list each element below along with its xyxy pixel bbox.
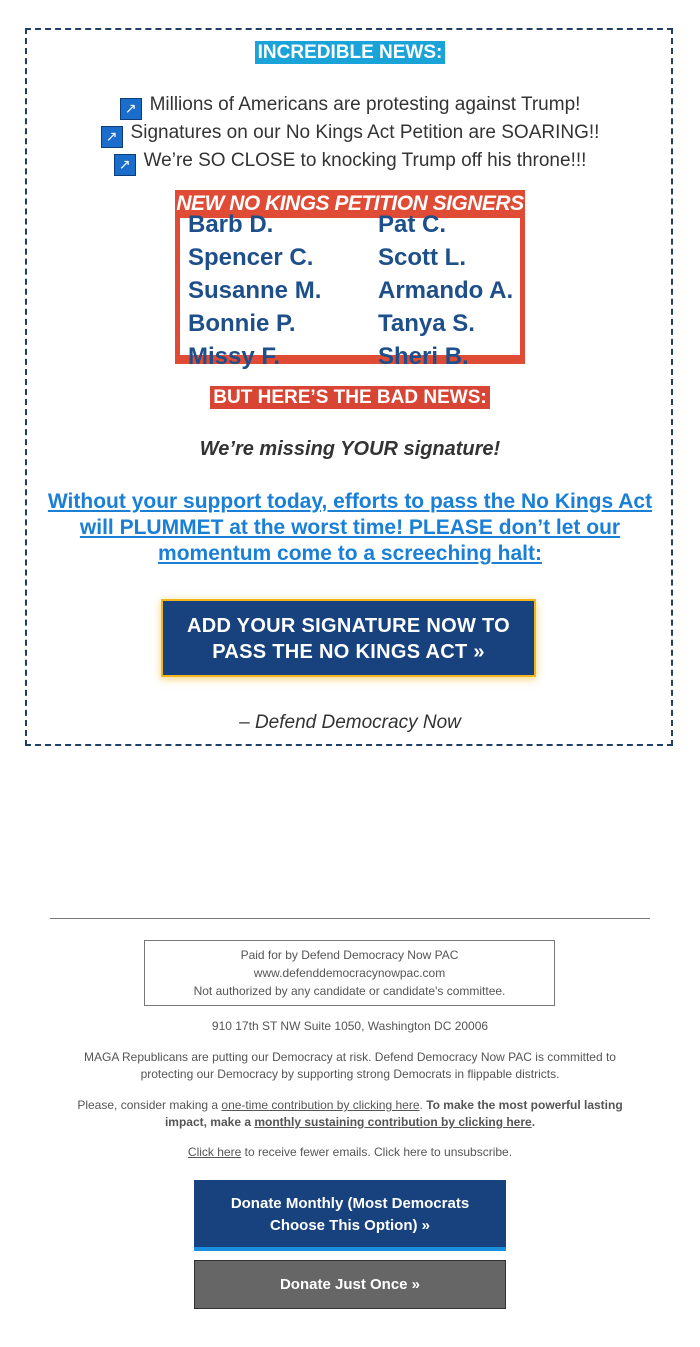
missing-row xyxy=(0,438,700,461)
headline-row xyxy=(0,42,700,64)
bullet-item: ↗ Millions of Americans are protesting against Trump! xyxy=(0,92,700,120)
signers-list xyxy=(180,211,520,370)
trend-up-icon: ↗ xyxy=(120,98,142,120)
signer-name: Missy F. xyxy=(188,343,281,370)
fewer-emails-link[interactable]: Click here xyxy=(187,1145,242,1159)
signers-header: NEW NO KINGS PETITION SIGNERS xyxy=(176,192,524,215)
bad-news-row xyxy=(0,387,700,409)
footer-divider xyxy=(50,918,650,919)
bad-news-heading: BUT HERE’S THE BAD NEWS: xyxy=(210,386,489,409)
missing-signature-text: We’re missing YOUR signature! xyxy=(199,438,501,460)
signer-name: Bonnie P. xyxy=(188,310,296,337)
signer-name: Spencer C. xyxy=(188,244,314,271)
petition-signers-image[interactable] xyxy=(175,190,525,370)
mission-statement: MAGA Republicans are putting our Democracy at risk. Defend Democracy Now PAC is committed to protecting our Democracy by supporting strong Democrats in flippable districts. xyxy=(84,1050,616,1081)
signer-name: Armando A. xyxy=(378,277,514,304)
trend-up-icon: ↗ xyxy=(114,154,136,176)
signer-name: Tanya S. xyxy=(378,310,475,337)
signer-name: Pat C. xyxy=(378,211,447,238)
contribution-text: Please, consider making a one-time contribution by clicking here. To make the most powerful lasting impact, make a monthly sustaining contribution by clicking here. xyxy=(77,1098,623,1129)
bullet-list xyxy=(0,92,700,176)
headline: INCREDIBLE NEWS: xyxy=(255,41,446,64)
paid-for-box: Paid for by Defend Democracy Now PAC www.defenddemocracynowpac.com Not authorized by any candidate or candidate's committee. xyxy=(144,940,555,1006)
trend-up-icon: ↗ xyxy=(101,126,123,148)
bullet-item: ↗ Signatures on our No Kings Act Petition are SOARING!! xyxy=(0,120,700,148)
donate-once-button[interactable]: Donate Just Once » xyxy=(194,1260,506,1309)
sender-signature: – Defend Democracy Now xyxy=(239,712,461,733)
donate-monthly-button[interactable]: Donate Monthly (Most Democrats Choose This Option) » xyxy=(194,1180,506,1251)
support-link[interactable]: Without your support today, efforts to pass the No Kings Act will PLUMMET at the worst time! PLEASE don’t let our momentum come to a screeching halt: xyxy=(47,490,653,565)
email-preferences: Click here to receive fewer emails. Click here to unsubscribe. xyxy=(187,1145,513,1159)
signer-name: Susanne M. xyxy=(188,277,322,304)
monthly-contribution-link[interactable]: monthly sustaining contribution by clicking here xyxy=(254,1115,532,1129)
signer-name: Scott L. xyxy=(378,244,466,271)
address: 910 17th ST NW Suite 1050, Washington DC 20006 xyxy=(211,1019,489,1033)
one-time-contribution-link[interactable]: one-time contribution by clicking here xyxy=(221,1098,420,1112)
bullet-item: ↗ We’re SO CLOSE to knocking Trump off his throne!!! xyxy=(0,148,700,176)
signer-name: Sheri B. xyxy=(378,343,469,370)
signer-name: Barb D. xyxy=(188,211,274,238)
add-signature-button[interactable]: ADD YOUR SIGNATURE NOW TO PASS THE NO KINGS ACT » xyxy=(161,599,536,677)
signature-row xyxy=(0,712,700,734)
